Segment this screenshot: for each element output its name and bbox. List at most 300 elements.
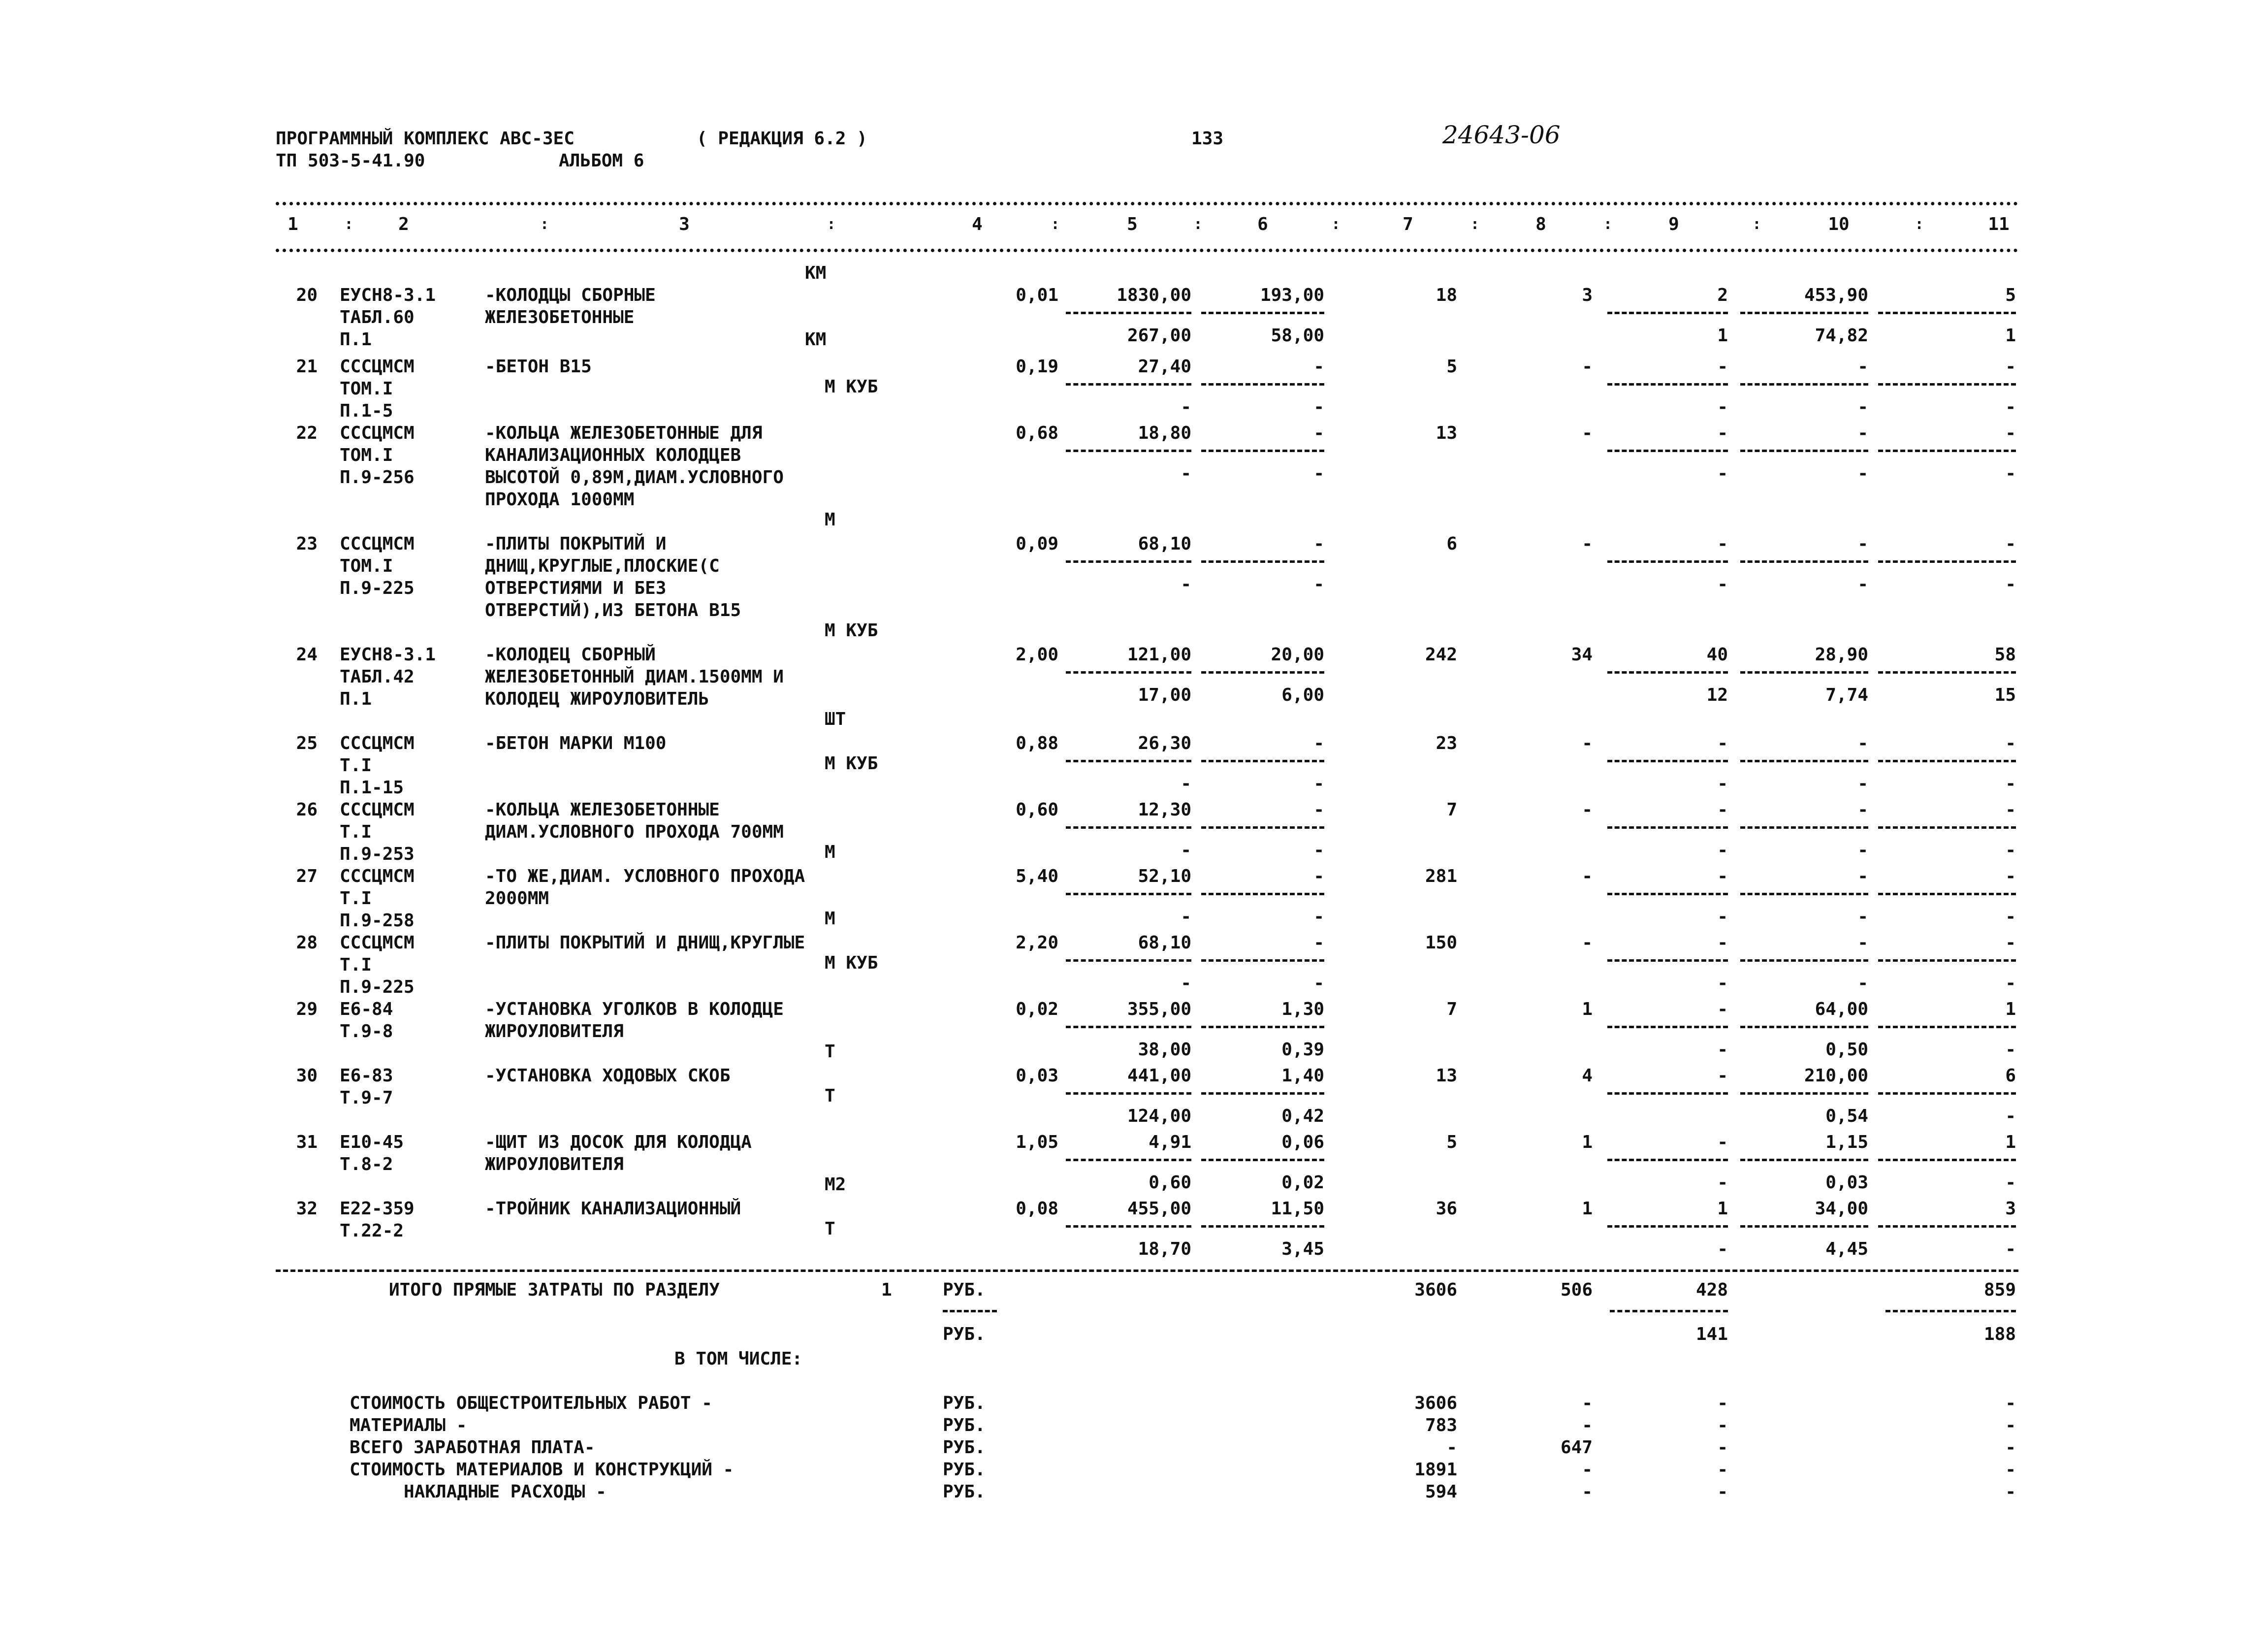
value-c6: 193,00	[1260, 285, 1324, 305]
value-c11: -	[2005, 357, 2016, 377]
subvalue-s6: 0,39	[1281, 1040, 1324, 1060]
norm-code: Т.9-8	[340, 1021, 393, 1042]
value-c10: -	[1857, 733, 1868, 753]
header-rule	[276, 249, 2018, 252]
including-c9: -	[1717, 1393, 1728, 1413]
including-unit: РУБ.	[943, 1482, 986, 1502]
subline-dash	[1878, 560, 2016, 563]
subline-dash	[1066, 450, 1191, 452]
unit-label: ШТ	[825, 709, 846, 729]
value-c9: -	[1717, 534, 1728, 554]
including-label: СТОИМОСТЬ МАТЕРИАЛОВ И КОНСТРУКЦИЙ -	[350, 1460, 734, 1480]
column-separator: :	[1470, 216, 1480, 233]
totals-section: 1	[881, 1280, 892, 1300]
value-c8: -	[1582, 733, 1593, 753]
subline-dash	[1066, 893, 1191, 895]
unit-label: М	[825, 842, 835, 862]
subline-dash	[1066, 1092, 1191, 1095]
value-c5: 27,40	[1138, 357, 1191, 377]
column-separator: :	[540, 216, 549, 233]
subvalue-s5: -	[1181, 574, 1191, 594]
value-c10: -	[1857, 800, 1868, 820]
subline-dash	[1878, 383, 2016, 386]
subline-dash	[1607, 826, 1728, 829]
including-c9: -	[1717, 1437, 1728, 1458]
value-c8: -	[1582, 866, 1593, 886]
including-c9: -	[1717, 1415, 1728, 1435]
norm-code: СССЦМСМ	[340, 866, 415, 886]
subvalue-s11: -	[2005, 397, 2016, 417]
value-c9: -	[1717, 800, 1728, 820]
value-c4: 0,68	[1016, 423, 1058, 443]
value-c9: -	[1717, 999, 1728, 1019]
subline-dash	[1878, 1159, 2016, 1161]
value-c10: 64,00	[1815, 999, 1868, 1019]
subvalue-s10: -	[1857, 973, 1868, 993]
norm-code: П.1-15	[340, 778, 404, 798]
item-name: ЖЕЛЕЗОБЕТОННЫЙ ДИАМ.1500ММ И	[485, 667, 784, 687]
norm-code: ТОМ.I	[340, 379, 393, 399]
value-c4: 2,00	[1016, 645, 1058, 665]
album-label: АЛЬБОМ 6	[559, 151, 644, 171]
item-name: -ТРОЙНИК КАНАЛИЗАЦИОННЫЙ	[485, 1199, 741, 1219]
value-c10: -	[1857, 423, 1868, 443]
subvalue-s5: 267,00	[1127, 326, 1191, 346]
row-number: 29	[296, 999, 318, 1019]
totals-c8: 506	[1560, 1280, 1593, 1300]
column-header-1: 1	[287, 214, 298, 234]
value-c4: 0,03	[1016, 1066, 1058, 1086]
column-header-3: 3	[679, 214, 690, 234]
subvalue-s10: -	[1857, 907, 1868, 927]
subline-dash	[1740, 959, 1868, 962]
value-c4: 2,20	[1016, 933, 1058, 953]
unit-label: М КУБ	[825, 620, 878, 641]
value-c5: 1830,00	[1117, 285, 1191, 305]
value-c11: -	[2005, 534, 2016, 554]
item-name: ЖИРОУЛОВИТЕЛЯ	[485, 1021, 624, 1042]
value-c11: 58	[1994, 645, 2016, 665]
subvalue-s5: 0,60	[1149, 1172, 1191, 1193]
item-name: -БЕТОН МАРКИ М100	[485, 733, 667, 753]
subvalue-s11: -	[2005, 1172, 2016, 1193]
subline-dash	[1066, 560, 1191, 563]
subvalue-s10: -	[1857, 774, 1868, 794]
subline-dash	[1201, 1225, 1324, 1228]
value-c11: 6	[2005, 1066, 2016, 1086]
value-c5: 455,00	[1127, 1199, 1191, 1219]
subvalue-s11: -	[2005, 574, 2016, 594]
subline-dash	[1066, 826, 1191, 829]
value-c8: -	[1582, 800, 1593, 820]
item-name: -КОЛОДЕЦ СБОРНЫЙ	[485, 645, 656, 665]
subline-dash	[1607, 893, 1728, 895]
subvalue-s9: -	[1717, 1040, 1728, 1060]
subline-dash	[1066, 312, 1191, 314]
including-c8: -	[1582, 1393, 1593, 1413]
value-c6: -	[1313, 423, 1324, 443]
subvalue-s9: -	[1717, 463, 1728, 484]
value-c7: 5	[1446, 357, 1457, 377]
value-c5: 18,80	[1138, 423, 1191, 443]
item-name: ПРОХОДА 1000ММ	[485, 489, 635, 510]
value-c8: -	[1582, 423, 1593, 443]
item-name: -ТО ЖЕ,ДИАМ. УСЛОВНОГО ПРОХОДА	[485, 866, 805, 886]
column-separator: :	[1915, 216, 1924, 233]
subvalue-s10: 0,50	[1825, 1040, 1868, 1060]
including-c11: -	[2005, 1437, 2016, 1458]
norm-code: Т.I	[340, 755, 372, 776]
value-c10: 453,90	[1804, 285, 1868, 305]
value-c7: 150	[1425, 933, 1457, 953]
value-c7: 36	[1436, 1199, 1457, 1219]
totals-c11: 859	[1983, 1280, 2016, 1300]
value-c4: 5,40	[1016, 866, 1058, 886]
value-c11: 3	[2005, 1199, 2016, 1219]
norm-code: СССЦМСМ	[340, 733, 415, 753]
value-c8: 1	[1582, 999, 1593, 1019]
subline-dash	[1878, 1225, 2016, 1228]
subline-dash	[1066, 383, 1191, 386]
subline-dash	[1740, 1092, 1868, 1095]
column-separator: :	[1051, 216, 1060, 233]
subline-dash	[1740, 383, 1868, 386]
column-header-6: 6	[1257, 214, 1268, 234]
project-code: ТП 503-5-41.90	[276, 151, 425, 171]
including-c11: -	[2005, 1460, 2016, 1480]
item-name: -ПЛИТЫ ПОКРЫТИЙ И ДНИЩ,КРУГЛЫЕ	[485, 933, 805, 953]
subline-dash	[1201, 560, 1324, 563]
value-c4: 0,88	[1016, 733, 1058, 753]
subvalue-s11: 15	[1994, 685, 2016, 705]
including-c8: -	[1582, 1415, 1593, 1435]
subvalue-s9: -	[1717, 1172, 1728, 1193]
subline-dash	[1066, 959, 1191, 962]
including-c11: -	[2005, 1415, 2016, 1435]
subvalue-s11: -	[2005, 840, 2016, 860]
value-c10: 210,00	[1804, 1066, 1868, 1086]
value-c7: 5	[1446, 1132, 1457, 1152]
value-c8: 4	[1582, 1066, 1593, 1086]
value-c10: -	[1857, 357, 1868, 377]
subvalue-s6: -	[1313, 973, 1324, 993]
norm-code: ТАБЛ.42	[340, 667, 415, 687]
including-c7: 594	[1425, 1482, 1457, 1502]
subvalue-s10: -	[1857, 397, 1868, 417]
norm-code: СССЦМСМ	[340, 933, 415, 953]
subvalue-s5: -	[1181, 463, 1191, 484]
item-name: -ПЛИТЫ ПОКРЫТИЙ И	[485, 534, 667, 554]
norm-code: СССЦМСМ	[340, 534, 415, 554]
value-c5: 68,10	[1138, 534, 1191, 554]
subvalue-s11: -	[2005, 1040, 2016, 1060]
norm-code: П.9-253	[340, 844, 415, 864]
subvalue-s9: -	[1717, 973, 1728, 993]
value-c11: 1	[2005, 1132, 2016, 1152]
subline-dash	[1607, 1159, 1728, 1161]
value-c10: 1,15	[1825, 1132, 1868, 1152]
subvalue-s11: -	[2005, 1239, 2016, 1259]
value-c5: 121,00	[1127, 645, 1191, 665]
norm-code: ТОМ.I	[340, 556, 393, 576]
value-c11: 1	[2005, 999, 2016, 1019]
row-number: 28	[296, 933, 318, 953]
subline-dash	[1201, 312, 1324, 314]
value-c5: 4,91	[1149, 1132, 1191, 1152]
subline-dash	[1066, 671, 1191, 674]
value-c10: -	[1857, 866, 1868, 886]
subline-dash	[1607, 760, 1728, 762]
subvalue-s5: 17,00	[1138, 685, 1191, 705]
item-name: 2000ММ	[485, 888, 549, 909]
value-c6: 11,50	[1271, 1199, 1324, 1219]
norm-code: П.9-256	[340, 467, 415, 488]
totals-c7: 3606	[1414, 1280, 1457, 1300]
column-separator: :	[1752, 216, 1761, 233]
subline-dash	[1878, 450, 2016, 452]
including-c9: -	[1717, 1482, 1728, 1502]
subvalue-s9: -	[1717, 907, 1728, 927]
value-c5: 12,30	[1138, 800, 1191, 820]
subline-dash	[1066, 1159, 1191, 1161]
subline-dash	[1607, 383, 1728, 386]
item-name: -УСТАНОВКА ХОДОВЫХ СКОБ	[485, 1066, 731, 1086]
subline-dash	[1607, 1026, 1728, 1028]
norm-code: Е22-359	[340, 1199, 415, 1219]
subline-dash	[1740, 893, 1868, 895]
row-number: 32	[296, 1199, 318, 1219]
subvalue-s6: 3,45	[1281, 1239, 1324, 1259]
row-number: 30	[296, 1066, 318, 1086]
subline-dash	[1201, 1026, 1324, 1028]
norm-code: Т.I	[340, 822, 372, 842]
value-c7: 18	[1436, 285, 1457, 305]
value-c6: 20,00	[1271, 645, 1324, 665]
column-header-8: 8	[1535, 214, 1546, 234]
unit-label: М КУБ	[825, 377, 878, 397]
value-c6: -	[1313, 733, 1324, 753]
value-c8: -	[1582, 534, 1593, 554]
column-separator: :	[1331, 216, 1341, 233]
subline-dash	[1607, 450, 1728, 452]
edition-label: ( РЕДАКЦИЯ 6.2 )	[697, 129, 867, 149]
totals-unit: РУБ.	[943, 1280, 986, 1300]
norm-code: Т.I	[340, 955, 372, 975]
row-number: 23	[296, 534, 318, 554]
value-c10: 34,00	[1815, 1199, 1868, 1219]
subline-dash	[1878, 826, 2016, 829]
subline-dash	[1201, 671, 1324, 674]
value-c8: 1	[1582, 1132, 1593, 1152]
subline-dash	[1740, 760, 1868, 762]
column-separator: :	[1193, 216, 1203, 233]
value-c8: 1	[1582, 1199, 1593, 1219]
item-name: -УСТАНОВКА УГОЛКОВ В КОЛОДЦЕ	[485, 999, 784, 1019]
including-label: ВСЕГО ЗАРАБОТНАЯ ПЛАТА-	[350, 1437, 595, 1458]
value-c4: 0,08	[1016, 1199, 1058, 1219]
including-heading: В ТОМ ЧИСЛЕ:	[674, 1349, 803, 1369]
subvalue-s6: 6,00	[1281, 685, 1324, 705]
unit-label: КМ	[805, 263, 827, 283]
top-rule	[276, 202, 2018, 205]
including-c8: -	[1582, 1482, 1593, 1502]
value-c7: 7	[1446, 800, 1457, 820]
subvalue-s6: -	[1313, 574, 1324, 594]
column-header-11: 11	[1988, 214, 2010, 234]
value-c9: 40	[1706, 645, 1728, 665]
subline-dash	[1066, 1026, 1191, 1028]
subline-dash	[1066, 760, 1191, 762]
subline-dash	[1740, 671, 1868, 674]
value-c9: -	[1717, 866, 1728, 886]
subline-dash	[1066, 1225, 1191, 1228]
subline-dash	[1201, 1092, 1324, 1095]
column-header-5: 5	[1127, 214, 1138, 234]
value-c7: 13	[1436, 423, 1457, 443]
value-c6: -	[1313, 534, 1324, 554]
including-c9: -	[1717, 1460, 1728, 1480]
value-c10: 28,90	[1815, 645, 1868, 665]
item-name: -КОЛОДЦЫ СБОРНЫЕ	[485, 285, 656, 305]
value-c4: 1,05	[1016, 1132, 1058, 1152]
subline-dash	[1607, 1225, 1728, 1228]
item-name: КАНАЛИЗАЦИОННЫХ КОЛОДЦЕВ	[485, 445, 741, 465]
subvalue-s9: 1	[1717, 326, 1728, 346]
value-c11: -	[2005, 933, 2016, 953]
value-c10: -	[1857, 933, 1868, 953]
unit-label: М	[825, 510, 835, 530]
subvalue-s6: 58,00	[1271, 326, 1324, 346]
value-c5: 26,30	[1138, 733, 1191, 753]
subvalue-s11: -	[2005, 973, 2016, 993]
value-c8: 3	[1582, 285, 1593, 305]
value-c6: 1,30	[1281, 999, 1324, 1019]
row-number: 31	[296, 1132, 318, 1152]
value-c9: 1	[1717, 1199, 1728, 1219]
norm-code: ТОМ.I	[340, 445, 393, 465]
value-c10: -	[1857, 534, 1868, 554]
row-number: 20	[296, 285, 318, 305]
norm-code: П.9-225	[340, 977, 415, 997]
value-c8: -	[1582, 933, 1593, 953]
unit-label: Т	[825, 1042, 835, 1062]
including-label: НАКЛАДНЫЕ РАСХОДЫ -	[404, 1482, 607, 1502]
item-name: -КОЛЬЦА ЖЕЛЕЗОБЕТОННЫЕ ДЛЯ	[485, 423, 763, 443]
value-c11: 5	[2005, 285, 2016, 305]
value-c6: 1,40	[1281, 1066, 1324, 1086]
value-c11: -	[2005, 800, 2016, 820]
row-number: 27	[296, 866, 318, 886]
totals-s9: 141	[1695, 1324, 1728, 1344]
subline-dash	[1878, 1026, 2016, 1028]
subvalue-s11: -	[2005, 907, 2016, 927]
value-c4: 0,02	[1016, 999, 1058, 1019]
value-c7: 242	[1425, 645, 1457, 665]
column-header-9: 9	[1668, 214, 1679, 234]
subline-dash	[1878, 760, 2016, 762]
value-c9: -	[1717, 733, 1728, 753]
item-name: ДНИЩ,КРУГЛЫЕ,ПЛОСКИЕ(С	[485, 556, 720, 576]
totals-c9: 428	[1695, 1280, 1728, 1300]
subline-dash	[1607, 959, 1728, 962]
subvalue-s9: -	[1717, 774, 1728, 794]
value-c9: -	[1717, 1132, 1728, 1152]
subline-dash	[1607, 312, 1728, 314]
subline-dash	[1878, 959, 2016, 962]
totals-unit: РУБ.	[943, 1324, 986, 1344]
row-number: 25	[296, 733, 318, 753]
norm-code: П.9-258	[340, 911, 415, 931]
program-title: ПРОГРАММНЫЙ КОМПЛЕКС АВС-ЗЕС	[276, 129, 575, 149]
subvalue-s5: 124,00	[1127, 1106, 1191, 1126]
subline-dash	[1740, 1225, 1868, 1228]
value-c4: 0,09	[1016, 534, 1058, 554]
including-c7: 783	[1425, 1415, 1457, 1435]
subline-dash	[1740, 560, 1868, 563]
subvalue-s9: -	[1717, 397, 1728, 417]
column-header-7: 7	[1403, 214, 1413, 234]
norm-code: СССЦМСМ	[340, 423, 415, 443]
norm-code: Т.I	[340, 888, 372, 909]
including-unit: РУБ.	[943, 1460, 986, 1480]
subvalue-s6: -	[1313, 774, 1324, 794]
norm-code: ЕУСН8-3.1	[340, 645, 436, 665]
norm-code: Т.9-7	[340, 1088, 393, 1108]
subvalue-s10: 7,74	[1825, 685, 1868, 705]
norm-code: Е10-45	[340, 1132, 404, 1152]
value-c6: 0,06	[1281, 1132, 1324, 1152]
unit-label: Т	[825, 1219, 835, 1239]
totals-dash	[1610, 1310, 1728, 1312]
subvalue-s5: -	[1181, 973, 1191, 993]
unit-label: КМ	[805, 329, 827, 350]
value-c4: 0,01	[1016, 285, 1058, 305]
subvalue-s11: -	[2005, 463, 2016, 484]
value-c4: 0,19	[1016, 357, 1058, 377]
norm-code: Е6-84	[340, 999, 393, 1019]
value-c11: -	[2005, 866, 2016, 886]
including-unit: РУБ.	[943, 1437, 986, 1458]
subline-dash	[1878, 312, 2016, 314]
subvalue-s11: -	[2005, 774, 2016, 794]
subline-dash	[1607, 560, 1728, 563]
item-name: ДИАМ.УСЛОВНОГО ПРОХОДА 700ММ	[485, 822, 784, 842]
subvalue-s6: 0,42	[1281, 1106, 1324, 1126]
norm-code: Т.22-2	[340, 1221, 404, 1241]
norm-code: ТАБЛ.60	[340, 307, 415, 327]
column-header-4: 4	[972, 214, 983, 234]
subvalue-s10: -	[1857, 574, 1868, 594]
unit-label: М2	[825, 1174, 846, 1195]
value-c11: -	[2005, 423, 2016, 443]
including-unit: РУБ.	[943, 1415, 986, 1435]
totals-s11: 188	[1983, 1324, 2016, 1344]
row-number: 22	[296, 423, 318, 443]
subline-dash	[1201, 1159, 1324, 1161]
subvalue-s5: -	[1181, 397, 1191, 417]
column-header-10: 10	[1828, 214, 1850, 234]
value-c7: 281	[1425, 866, 1457, 886]
subline-dash	[1607, 671, 1728, 674]
value-c6: -	[1313, 800, 1324, 820]
unit-label: М	[825, 909, 835, 929]
unit-label: М КУБ	[825, 953, 878, 973]
value-c6: -	[1313, 357, 1324, 377]
column-header-2: 2	[398, 214, 409, 234]
row-number: 21	[296, 357, 318, 377]
value-c7: 13	[1436, 1066, 1457, 1086]
norm-code: П.1	[340, 689, 372, 709]
